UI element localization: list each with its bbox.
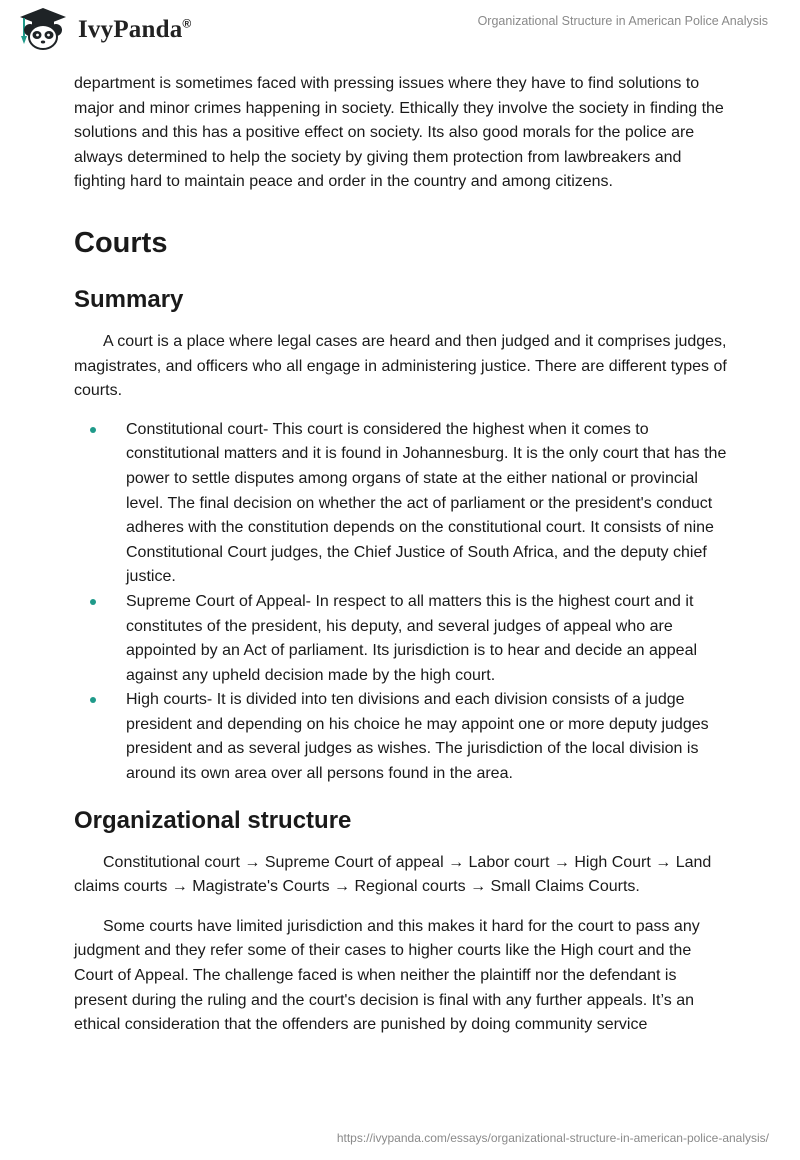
page-header [0,0,800,70]
list-item-text: High courts- It is divided into ten divisions and each division consists of a judge president and depending on his choice he may appoint one or more deputy judges president and as several judges as wishes. The jurisdiction of the local division is around its own area over all persons found in the area. [126,691,709,783]
intro-paragraph: department is sometimes faced with pressing issues where they have to find solutions to major and minor crimes happening in society. Ethically they involve the society in finding the solutions and this has a positive effect on society. Its also good morals for the police are always determined to help the society by giving them protection from lawbreakers and fighting hard to maintain peace and order in the country and among citizens. [74,75,724,191]
org-paragraph: Some courts have limited jurisdiction and this makes it hard for the court to pass any judgment and they refer some of their cases to higher courts like the High court and the Court of Appeal. The challenge faced is when neither the plaintiff nor the defendant is present during the ruling and the court's decision is final with any further appeals. It’s an ethical consideration that the offenders are punished by doing community service [74,917,700,1034]
brand-logo[interactable] [14,6,191,52]
court-types-list [74,418,734,787]
list-item-text: Supreme Court of Appeal- In respect to all matters this is the highest court and it constitutes of the president, his deputy, and several judges of appeal who are appointed by an Act of parliament. Its jurisdiction is to hear and decide an appeal against any upheld decision made by the high court. [126,592,698,684]
brand-name: IvyPanda® [78,16,192,43]
footer-url-link[interactable]: https://ivypanda.com/essays/organizational-structure-in-american-police-analysis/ [336,1131,769,1145]
list-item [74,688,734,786]
panda-graduate-icon [14,6,72,52]
heading-summary: Summary [74,285,184,313]
bullet-icon [90,427,96,433]
essay-content [74,72,734,1038]
heading-organizational-structure: Organizational structure [74,806,352,834]
list-item [74,418,734,590]
heading-courts: Courts [74,226,168,259]
org-chain-paragraph: Constitutional court → Supreme Court of appeal → Labor court → High Court → Land claims courts → Magistrate's Courts → Regional courts → Small Claims Courts. [74,853,712,896]
bullet-icon [90,599,96,605]
list-item-text: Constitutional court- This court is considered the highest when it comes to constitutional matters and it is found in Johannesburg. It is the only court that has the power to settle disputes among organs of state at the either national or provincial level. The final decision on whether the act of parliament or the president's conduct adheres with the constitution depends on the constitutional court. It consists of nine Constitutional Court judges, the Chief Justice of South Africa, and the deputy chief justice. [126,420,727,586]
summary-paragraph: A court is a place where legal cases are heard and then judged and it comprises judges, magistrates, and officers who all engage in administering justice. There are different types of courts. [74,332,727,400]
bullet-icon [90,697,96,703]
document-title: Organizational Structure in American Police Analysis [477,14,768,28]
list-item [74,590,734,688]
